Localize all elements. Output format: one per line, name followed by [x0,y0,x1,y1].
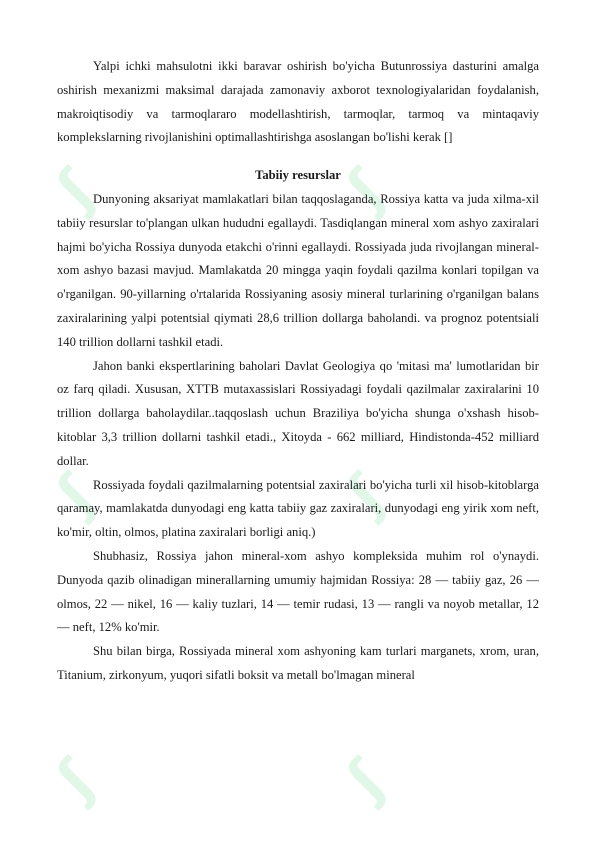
section-title: Tabiiy resurslar [255,168,341,183]
watermark-icon: ʃ [45,463,108,526]
watermark-icon: ʃ [335,463,398,526]
document-page [57,55,539,688]
watermark-icon: ʃ [335,748,398,811]
body-paragraph: Shubhasiz, Rossiya jahon mineral-xom ashyo kompleksida muhim rol o'ynaydi. Dunyoda qazib olinadigan minerallarning umumiy hajmidan Rossiya: 28 — tabiiy gaz, 26 —olmos, 22 — nikel, 16 — kaliy tuzlari, 14 — temir rudasi, 13 — rangli va noyob metallar, 12 — neft, 12% ko'mir. [57,548,539,635]
body-paragraph: Jahon banki ekspertlarining baholari Davlat Geologiya qo 'mitasi ma' lumotlaridan bir oz farq qiladi. Xususan, XTTB mutaxassislari Rossiyadagi foydali qazilmalar zaxiralarini 10 trillion dollarga baholaydilar..taqqoslash uchun Braziliya bo'yicha shunga o'xshash hisob-kitoblar 3,3 trillion dollarni tashkil etadi., Xitoyda - 662 milliard, Hindistonda-452 milliard dollar. [57,358,539,468]
body-paragraph: Rossiyada foydali qazilmalarning potentsial zaxiralari bo'yicha turli xil hisob-kitoblarga qaramay, mamlakatda dunyodagi eng katta tabiiy gaz zaxiralari, dunyodagi eng yirik xom neft, ko'mir, oltin, olmos, platina zaxiralari borligi aniq.) [57,477,539,540]
body-paragraph: Dunyoning aksariyat mamlakatlari bilan taqqoslaganda, Rossiya katta va juda xilma-xil tabiiy resurslar to'plangan ulkan hududni egallaydi. Tasdiqlangan mineral xom ashyo zaxiralari hajmi bo'yicha Rossiya dunyoda etakchi o'rinni egallaydi. Rossiyada juda rivojlangan mineral-xom ashyo bazasi mavjud. Mamlakatda 20 mingga yaqin foydali qazilma konlari topilgan va o'rganilgan. 90-yillarning o'rtalarida Rossiyaning asosiy mineral turlarining o'rganilgan balans zaxiralarining yalpi potentsial qiymati 28,6 trillion dollarga baholandi. va prognoz potentsiali 140 trillion dollarni tashkil etadi. [57,191,539,349]
body-paragraph: Shu bilan birga, Rossiyada mineral xom ashyoning kam turlari marganets, xrom, uran, Titanium, zirkonyum, yuqori sifatli boksit va metall bo'lmagan mineral [57,644,539,682]
watermark-icon: ʃ [45,158,108,221]
intro-paragraph: Yalpi ichki mahsulotni ikki baravar oshirish bo'yicha Butunrossiya dasturini amalga oshirish mexanizmi maksimal darajada zamonaviy axborot texnologiyalaridan foydalanish, makroiqtisodiy va tarmoqlararo modellashtirish, tarmoqlar, tarmoq va mintaqaviy komplekslarning rivojlanishini optimallashtirishga asoslangan bo'lishi kerak [] [57,59,539,145]
watermark-icon: ʃ [335,158,398,221]
watermark-icon: ʃ [45,748,108,811]
